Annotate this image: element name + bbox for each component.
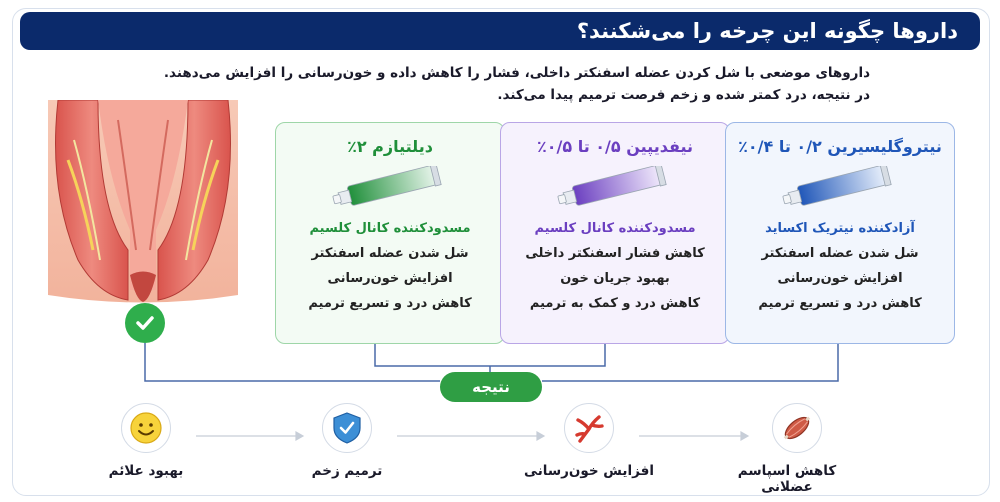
outcome-symptom-relief: [121, 403, 171, 453]
drug-name: نیفدیپین ۰/۵ تا ۰/۵٪: [536, 137, 693, 156]
drug-effect: بهبود جریان خون: [560, 271, 670, 286]
ointment-tube-icon: [780, 166, 900, 206]
outcome-blood-flow: [564, 403, 614, 453]
smiley-icon: [129, 411, 163, 445]
intro-line: داروهای موضعی با شل کردن عضله اسفنکتر داخلی، فشار را کاهش داده و خون‌رسانی را افزایش می‌دهند.: [163, 65, 870, 81]
drug-effect: کاهش درد و کمک به ترمیم: [529, 296, 701, 311]
ointment-tube-icon: [555, 166, 675, 206]
drug-effect: مسدودکننده کانال کلسیم: [534, 221, 696, 236]
muscle-icon: [780, 411, 814, 445]
drug-effect: شل شدن عضله اسفنکتر: [761, 246, 919, 261]
drug-effect: کاهش درد و تسریع ترمیم: [758, 296, 922, 311]
drug-name: نیتروگلیسیرین ۰/۲ تا ۰/۴٪: [738, 137, 942, 156]
result-badge: نتیجه: [440, 372, 542, 402]
outcome-label: ترمیم زخم: [311, 463, 383, 479]
outcome-label: کاهش اسپاسم عضلانی: [737, 463, 837, 495]
outcome-wound-healing: [322, 403, 372, 453]
anal-anatomy-illustration: [38, 100, 248, 305]
outcome-label: بهبود علائم: [108, 463, 184, 479]
success-check-icon: [125, 303, 165, 343]
drug-card-diltiazem: [275, 122, 505, 344]
drug-effect: آزادکننده نیتریک اکساید: [765, 221, 915, 236]
intro-line: در نتیجه، درد کمتر شده و زخم فرصت ترمیم پیدا می‌کند.: [497, 87, 870, 103]
drug-card-nitroglycerin: [725, 122, 955, 344]
outcome-label: افزایش خون‌رسانی: [524, 463, 654, 479]
shield-check-icon: [331, 411, 363, 445]
drug-name: دیلتیازم ۲٪: [347, 137, 433, 156]
blood-vessel-icon: [572, 411, 606, 445]
intro-text: [150, 62, 870, 106]
drug-effect: افزایش خون‌رسانی: [327, 271, 453, 286]
drug-effect: مسدودکننده کانال کلسیم: [309, 221, 471, 236]
drug-effect: کاهش فشار اسفنکتر داخلی: [525, 246, 705, 261]
drug-effect: افزایش خون‌رسانی: [777, 271, 903, 286]
outcome-muscle-spasm-reduction: [772, 403, 822, 453]
drug-effect: کاهش درد و تسریع ترمیم: [308, 296, 472, 311]
ointment-tube-icon: [330, 166, 450, 206]
page-title: داروها چگونه این چرخه را می‌شکنند؟: [20, 12, 980, 50]
drug-effect: شل شدن عضله اسفنکتر: [311, 246, 469, 261]
drug-card-nifedipine: [500, 122, 730, 344]
